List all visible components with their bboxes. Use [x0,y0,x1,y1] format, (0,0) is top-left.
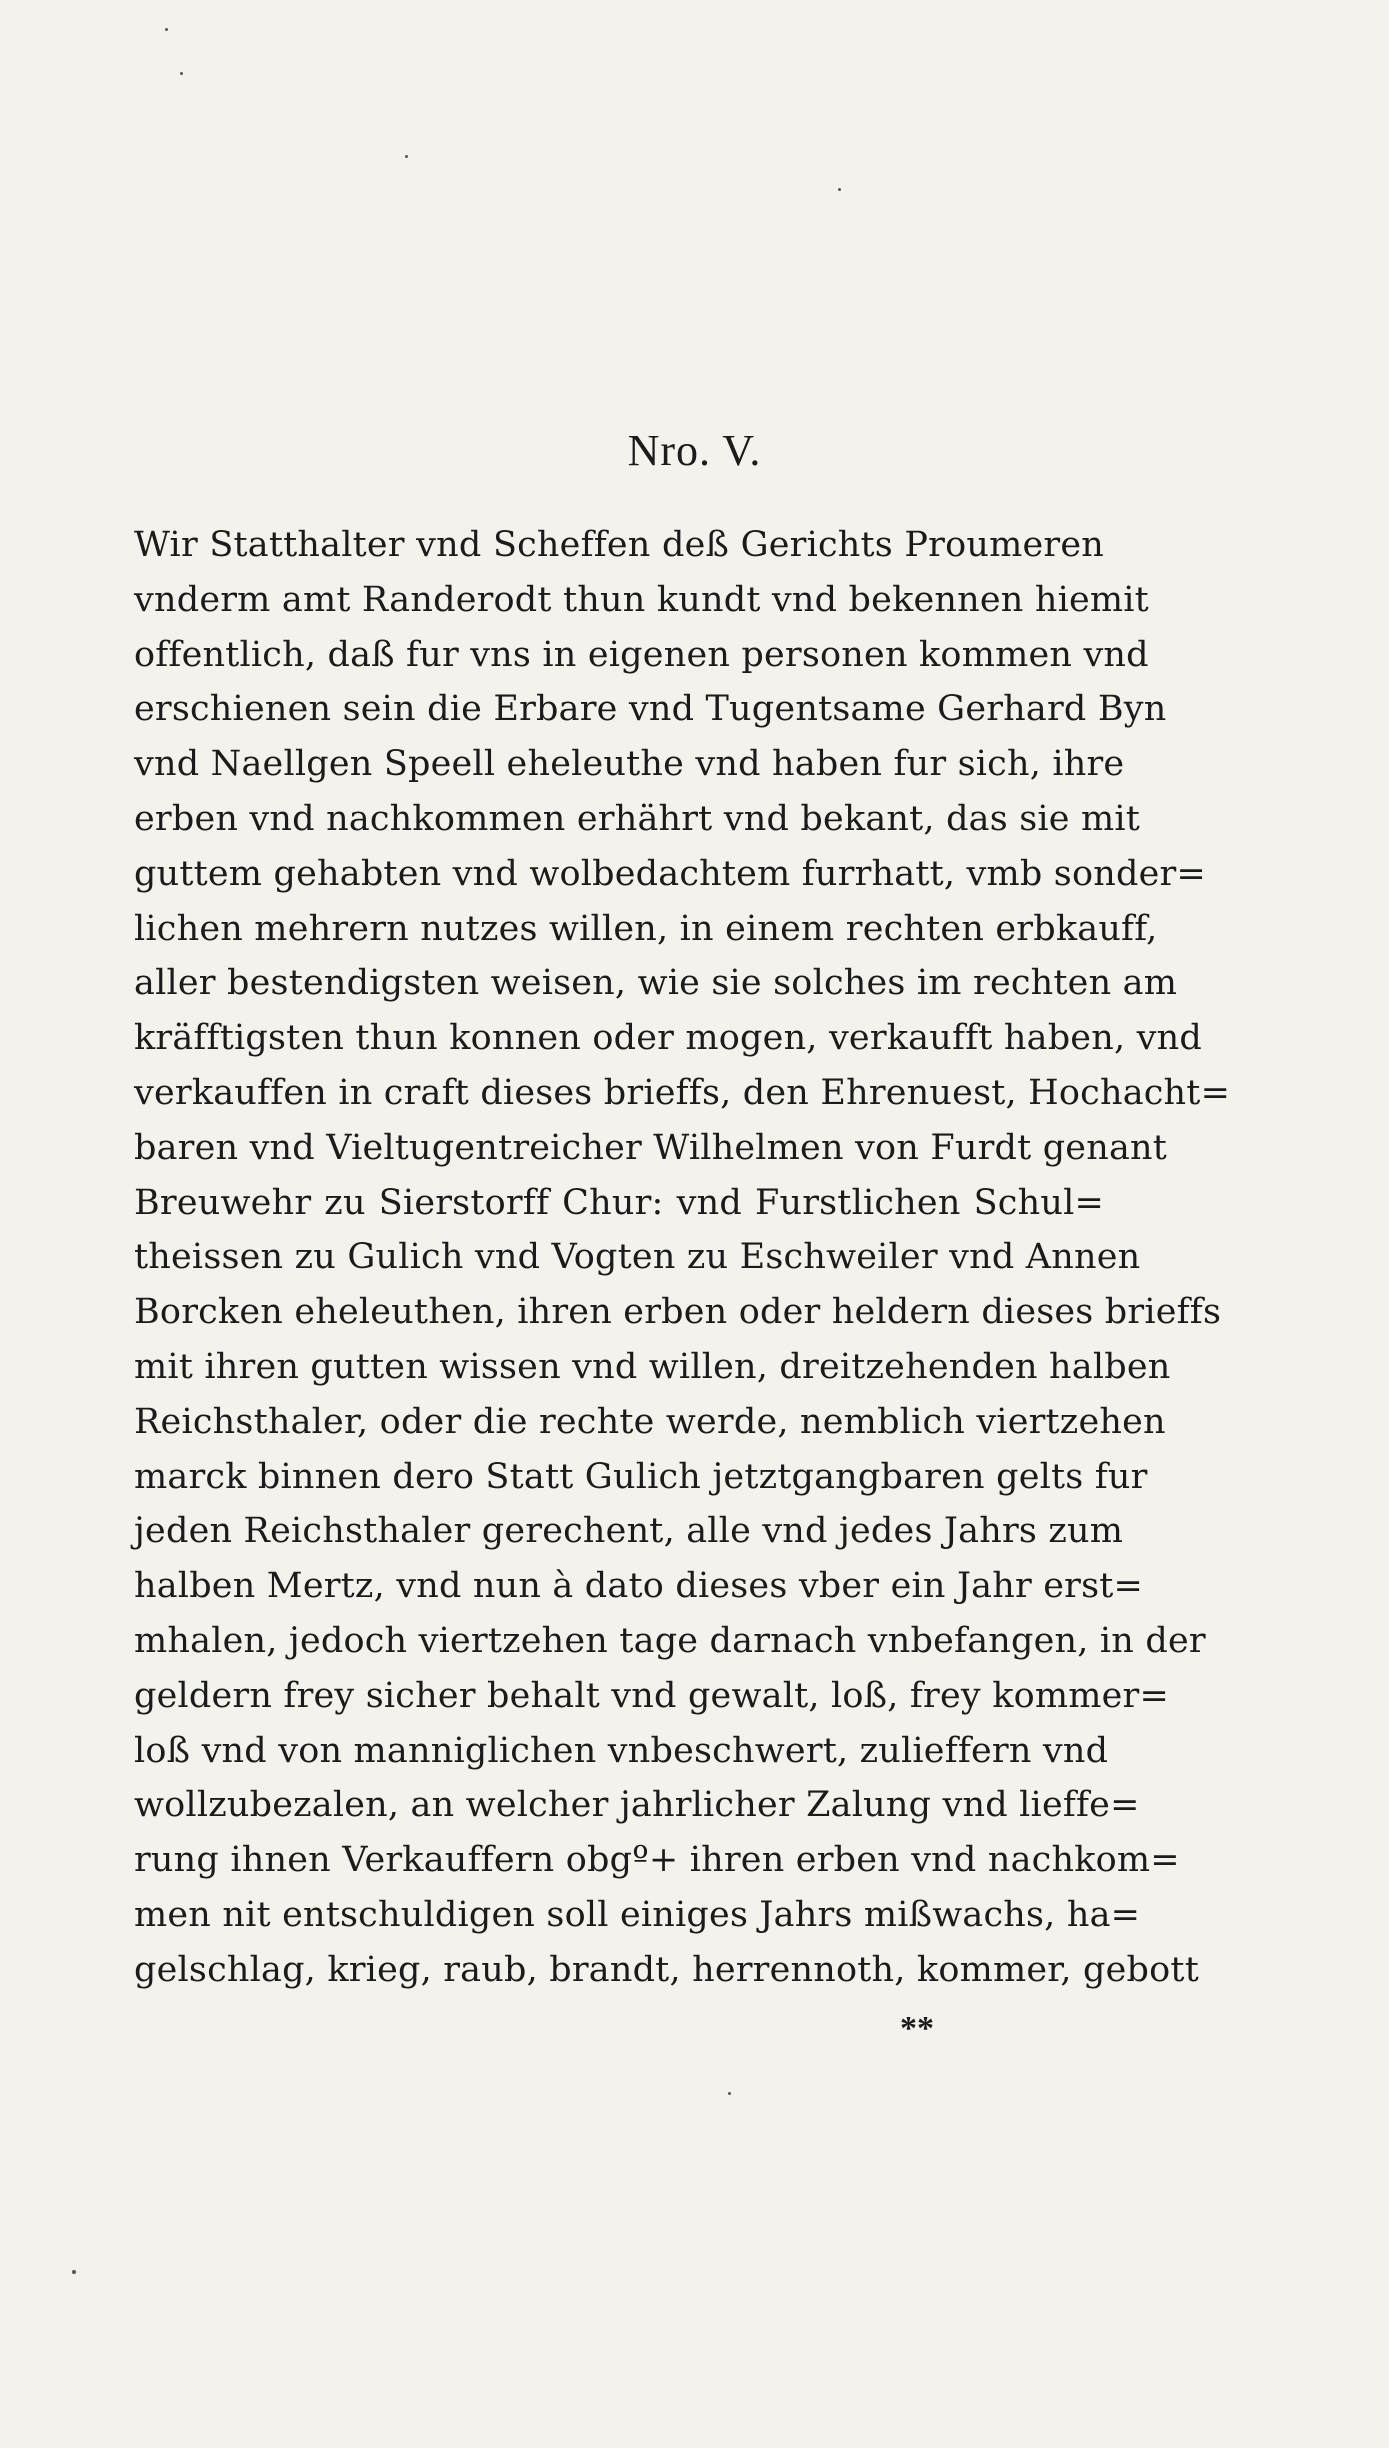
speck [165,28,168,31]
text-line: lichen mehrern nutzes willen, in einem rechten erbkauff, [134,908,1158,949]
text-line: Breuwehr zu Sierstorff Chur: vnd Furstlichen Schul= [134,1182,1104,1223]
text-line: kräfftigsten thun konnen oder mogen, verkaufft haben, vnd [134,1018,1202,1059]
speck [405,155,408,158]
text-line: vnd Naellgen Speell eheleuthe vnd haben fur sich, ihre [134,744,1125,785]
text-line: rung ihnen Verkauffern obgº+ ihren erben vnd nachkom= [134,1840,1180,1881]
text-line: offentlich, daß fur vns in eigenen personen kommen vnd [134,634,1149,675]
speck [838,188,841,191]
text-line: loß vnd von manniglichen vnbeschwert, zulieffern vnd [134,1730,1109,1771]
text-line: halben Mertz, vnd nun à dato dieses vber ein Jahr erst= [134,1566,1144,1607]
speck [728,2092,731,2095]
body-text [134,518,1231,1998]
text-line: verkauffen in craft dieses brieffs, den Ehrenuest, Hochacht= [134,1072,1231,1113]
text-line: aller bestendigsten weisen, wie sie solches im rechten am [134,963,1178,1004]
text-line: gelschlag, krieg, raub, brandt, herrennoth, kommer, gebott [134,1949,1199,1990]
text-line: jeden Reichsthaler gerechent, alle vnd jedes Jahrs zum [134,1511,1124,1552]
text-line: Borcken eheleuthen, ihren erben oder heldern dieses brieffs [134,1292,1222,1333]
speck [180,72,183,75]
text-line: wollzubezalen, an welcher jahrlicher Zalung vnd lieffe= [134,1785,1140,1826]
text-line: erben vnd nachkommen erhährt vnd bekant, das sie mit [134,798,1141,839]
page-title: Nro. V. [627,426,762,475]
text-line: mhalen, jedoch viertzehen tage darnach vnbefangen, in der [134,1620,1206,1661]
text-line: mit ihren gutten wissen vnd willen, dreitzehenden halben [134,1346,1171,1387]
signature-mark: ** [900,2010,934,2047]
text-line: men nit entschuldigen soll einiges Jahrs mißwachs, ha= [134,1894,1141,1935]
text-line: Reichsthaler, oder die rechte werde, nemblich viertzehen [134,1401,1166,1442]
text-line: baren vnd Vieltugentreicher Wilhelmen von Furdt genant [134,1127,1168,1168]
text-line: erschienen sein die Erbare vnd Tugentsame Gerhard Byn [134,689,1167,730]
text-line: vnderm amt Randerodt thun kundt vnd bekennen hiemit [134,579,1149,620]
text-line: geldern frey sicher behalt vnd gewalt, loß, frey kommer= [134,1675,1170,1716]
speck [72,2270,76,2274]
text-line: marck binnen dero Statt Gulich jetztgangbaren gelts fur [134,1456,1148,1497]
text-line: guttem gehabten vnd wolbedachtem furrhatt, vmb sonder= [134,853,1206,894]
text-line: theissen zu Gulich vnd Vogten zu Eschweiler vnd Annen [134,1237,1141,1278]
text-line: Wir Statthalter vnd Scheffen deß Gerichts Proumeren [134,525,1104,565]
